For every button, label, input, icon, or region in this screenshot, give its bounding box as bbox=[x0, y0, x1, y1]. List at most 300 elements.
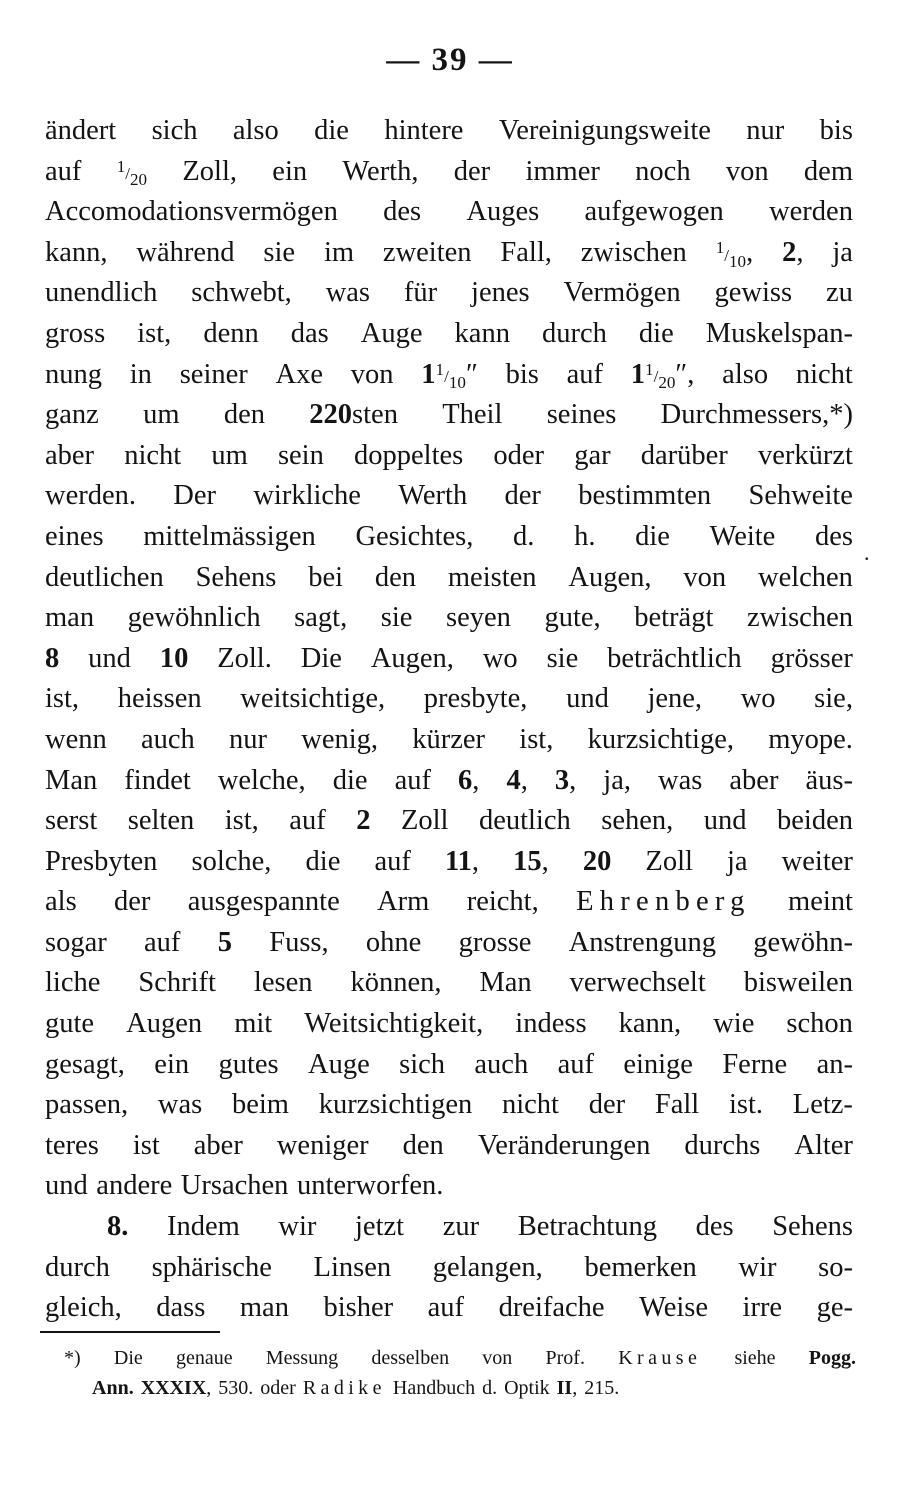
word: Zoll. bbox=[217, 642, 272, 674]
word: genaue bbox=[176, 1347, 233, 1369]
text-line bbox=[45, 1248, 853, 1289]
body-text bbox=[45, 111, 853, 1329]
word: gutes bbox=[218, 1048, 279, 1080]
word: wir bbox=[278, 1211, 317, 1243]
word: XXXIX, bbox=[140, 1377, 212, 1399]
word: $1^1/_{10}''$ bbox=[421, 358, 478, 393]
word: gewiss bbox=[714, 277, 793, 309]
word: findet bbox=[124, 764, 191, 796]
word: d. bbox=[513, 520, 535, 552]
word: Sehens bbox=[195, 561, 277, 593]
word: 11, bbox=[444, 845, 479, 877]
word: werden. bbox=[45, 480, 136, 512]
word: 2, bbox=[782, 236, 804, 268]
word: Handbuch bbox=[392, 1377, 476, 1399]
word: beträgt bbox=[634, 602, 714, 634]
word: dem bbox=[803, 155, 853, 187]
word: aber bbox=[729, 764, 779, 796]
word: beträchtlich bbox=[607, 642, 742, 674]
word: Man bbox=[479, 967, 532, 999]
text-line bbox=[45, 273, 853, 314]
word: eines bbox=[45, 520, 104, 552]
word: Sehens bbox=[772, 1211, 853, 1243]
word: durch bbox=[45, 1251, 110, 1283]
word: selten bbox=[127, 805, 195, 837]
word: teres bbox=[45, 1129, 99, 1161]
word: ein bbox=[154, 1048, 190, 1080]
word: ein bbox=[272, 155, 308, 187]
word: Linsen bbox=[313, 1251, 392, 1283]
word: unendlich bbox=[45, 277, 158, 309]
word: h. bbox=[574, 520, 596, 552]
word: weiter bbox=[781, 845, 853, 877]
word: auch bbox=[140, 723, 195, 755]
text-line bbox=[45, 1126, 853, 1167]
word: können, bbox=[350, 967, 442, 999]
word: gelangen, bbox=[432, 1251, 543, 1283]
word: $^1/_{10}$, bbox=[715, 236, 754, 271]
word: deutlich bbox=[478, 805, 571, 837]
word: lesen bbox=[253, 967, 313, 999]
footnote-line bbox=[64, 1343, 856, 1373]
word: äus- bbox=[805, 764, 853, 796]
text-line bbox=[45, 882, 853, 923]
word: ist, bbox=[137, 317, 172, 349]
word: sich bbox=[151, 115, 198, 146]
text-line bbox=[45, 395, 853, 436]
word: nicht bbox=[124, 439, 182, 471]
word: passen, bbox=[45, 1089, 129, 1121]
text-line bbox=[45, 314, 853, 355]
text-line bbox=[45, 436, 853, 477]
word: von bbox=[683, 561, 727, 593]
word: verwechselt bbox=[569, 967, 706, 999]
word: bisher bbox=[323, 1292, 394, 1324]
word: Weitsichtigkeit, bbox=[304, 1008, 484, 1040]
word bbox=[117, 152, 147, 193]
word: Optik bbox=[504, 1377, 550, 1399]
word: ist. bbox=[728, 1089, 764, 1121]
word: man bbox=[239, 1292, 289, 1324]
word: die bbox=[332, 764, 368, 796]
word: reicht, bbox=[466, 886, 539, 918]
word: ist, bbox=[519, 723, 554, 755]
word: weitsichtige, bbox=[240, 683, 386, 715]
word: meint bbox=[788, 886, 853, 918]
word: gross bbox=[45, 317, 106, 349]
word: wo bbox=[482, 642, 518, 674]
word: was bbox=[658, 764, 703, 796]
word: Muskelspan- bbox=[705, 317, 853, 349]
word: schwebt, bbox=[191, 277, 292, 309]
text-line bbox=[45, 558, 853, 599]
word: kann, bbox=[45, 236, 108, 268]
word: schon bbox=[786, 1008, 853, 1040]
word: ändert bbox=[45, 115, 117, 146]
word: welchen bbox=[757, 561, 853, 593]
word: die bbox=[635, 520, 670, 552]
word: Axe bbox=[275, 358, 324, 390]
word: seines bbox=[546, 399, 617, 431]
word: solche, bbox=[191, 845, 272, 877]
word: Die bbox=[300, 642, 342, 674]
text-line bbox=[45, 1207, 853, 1248]
word: 10 bbox=[159, 642, 189, 674]
footnotes bbox=[64, 1343, 856, 1403]
word: aber bbox=[193, 1129, 243, 1161]
word: immer bbox=[525, 155, 600, 187]
text-line bbox=[45, 1085, 853, 1126]
word: Presbyten bbox=[45, 845, 158, 877]
word: sogar bbox=[45, 926, 107, 958]
word: Augen, bbox=[370, 642, 454, 674]
word: zweiten bbox=[382, 236, 472, 268]
word: sich bbox=[399, 1048, 446, 1080]
word: $1^1/_{20}''$, bbox=[630, 358, 695, 393]
word: wir bbox=[738, 1251, 777, 1283]
word: gar bbox=[574, 439, 611, 471]
word: Zoll bbox=[400, 805, 449, 837]
word: verkürzt bbox=[757, 439, 853, 471]
word: ja bbox=[832, 236, 853, 268]
word: Prof. bbox=[545, 1347, 585, 1369]
footnote-rule bbox=[40, 1331, 220, 1333]
word: von bbox=[725, 155, 769, 187]
word: was bbox=[325, 277, 371, 309]
word: sehen, bbox=[601, 805, 674, 837]
word: darüber bbox=[640, 439, 728, 471]
word: als bbox=[45, 886, 77, 918]
text-line bbox=[45, 963, 853, 1004]
word: presbyte, bbox=[423, 683, 528, 715]
word: *) bbox=[64, 1347, 81, 1369]
word: II, bbox=[556, 1377, 578, 1399]
word: auf bbox=[394, 764, 431, 796]
word: zwischen bbox=[746, 602, 853, 634]
word: 6, bbox=[458, 764, 480, 796]
word: d. bbox=[482, 1377, 498, 1399]
word: 5 bbox=[217, 926, 232, 958]
word: Radike bbox=[302, 1377, 386, 1399]
word: den bbox=[223, 399, 265, 431]
text-line bbox=[45, 1004, 853, 1045]
word: 2 bbox=[356, 805, 371, 837]
stray-mark: . bbox=[864, 540, 870, 565]
word: für bbox=[403, 277, 438, 309]
text-line bbox=[45, 355, 853, 396]
word: aber bbox=[45, 439, 95, 471]
word: Vereinigungsweite bbox=[498, 115, 711, 146]
word: gleich, bbox=[45, 1292, 122, 1324]
text-line bbox=[45, 801, 853, 842]
word: Augen, bbox=[568, 561, 652, 593]
text-line bbox=[45, 152, 853, 193]
text-line bbox=[45, 517, 853, 558]
word: Ann. bbox=[92, 1377, 134, 1399]
word: kurzsichtige, bbox=[587, 723, 734, 755]
word: zu bbox=[826, 277, 853, 309]
word: kann, bbox=[618, 1008, 682, 1040]
word: jenes bbox=[471, 277, 530, 309]
word: welche, bbox=[217, 764, 306, 796]
page-number: — 39 — bbox=[386, 42, 514, 78]
word: Schrift bbox=[138, 967, 216, 999]
word: bestimmten bbox=[578, 480, 712, 512]
word: den bbox=[374, 561, 417, 593]
word: oder bbox=[493, 439, 545, 471]
word: durch bbox=[541, 317, 607, 349]
word: gute bbox=[45, 1008, 95, 1040]
word: Die bbox=[113, 1347, 143, 1369]
word: indess bbox=[515, 1008, 587, 1040]
word: gewöhnlich bbox=[127, 602, 261, 634]
word: Arm bbox=[377, 886, 430, 918]
word: dreifache bbox=[498, 1292, 605, 1324]
word: denn bbox=[203, 317, 259, 349]
word: Ferne bbox=[722, 1048, 788, 1080]
fraction: $^1/_{10}$ bbox=[715, 237, 747, 271]
text-line bbox=[45, 111, 853, 152]
word: auf bbox=[566, 358, 603, 390]
word: das bbox=[290, 317, 329, 349]
word: serst bbox=[45, 805, 98, 837]
word: um bbox=[143, 399, 180, 431]
word: nicht bbox=[501, 1089, 559, 1121]
word: wenn bbox=[45, 723, 107, 755]
word: Betrachtung bbox=[517, 1211, 657, 1243]
word: auf bbox=[374, 845, 411, 877]
word: also bbox=[232, 115, 279, 146]
word: Werth bbox=[398, 480, 468, 512]
word: man bbox=[45, 602, 95, 634]
word: seiner bbox=[179, 358, 248, 390]
word: auch bbox=[474, 1048, 529, 1080]
word: 530. bbox=[218, 1377, 254, 1399]
word: 8 bbox=[45, 642, 60, 674]
word: bis bbox=[819, 115, 853, 146]
word: mittelmässigen bbox=[143, 520, 316, 552]
word: ist, bbox=[45, 683, 80, 715]
word: Augen bbox=[126, 1008, 203, 1040]
word: grosse bbox=[458, 926, 532, 958]
word: und bbox=[703, 805, 747, 837]
word: werden bbox=[769, 196, 853, 228]
word: ge- bbox=[816, 1292, 853, 1324]
fraction: $^1/_{20}$ bbox=[116, 156, 148, 190]
word: auf bbox=[45, 155, 82, 187]
text-line bbox=[45, 639, 853, 680]
word: Accomodationsvermögen bbox=[45, 196, 338, 228]
word: aufgewogen bbox=[584, 196, 724, 228]
word: der bbox=[453, 155, 491, 187]
word: weniger bbox=[276, 1129, 369, 1161]
word: auf bbox=[144, 926, 181, 958]
word: andere bbox=[96, 1170, 173, 1202]
word: zwischen bbox=[580, 236, 687, 268]
word: Der bbox=[173, 480, 217, 512]
word: 4, bbox=[506, 764, 528, 796]
word: Letz- bbox=[792, 1089, 853, 1121]
word: nur bbox=[746, 115, 785, 146]
fraction: $^1/_{20}$ bbox=[645, 359, 676, 393]
word: im bbox=[323, 236, 355, 268]
word: liche bbox=[45, 967, 101, 999]
word: ja, bbox=[603, 764, 631, 796]
word: sagt, bbox=[294, 602, 348, 634]
word: Durchmessers,*) bbox=[660, 399, 853, 431]
word: ohne bbox=[365, 926, 422, 958]
word: unterworfen. bbox=[296, 1170, 444, 1202]
word: ist bbox=[132, 1129, 160, 1161]
word: die bbox=[305, 845, 341, 877]
word: Pogg. bbox=[808, 1347, 856, 1369]
fraction: $^1/_{10}$ bbox=[435, 359, 466, 393]
word: einige bbox=[623, 1048, 693, 1080]
text-line bbox=[45, 679, 853, 720]
word: des bbox=[815, 520, 853, 552]
word: ist, bbox=[224, 805, 259, 837]
word: heissen bbox=[117, 683, 202, 715]
word: Auge bbox=[360, 317, 423, 349]
word: auf bbox=[289, 805, 326, 837]
word: nur bbox=[229, 723, 268, 755]
word: ganz bbox=[45, 399, 99, 431]
word: und bbox=[88, 642, 131, 674]
word: gewöhn- bbox=[753, 926, 853, 958]
word: kürzer bbox=[412, 723, 486, 755]
word: sphärische bbox=[151, 1251, 272, 1283]
word: doppeltes bbox=[354, 439, 464, 471]
word: sie bbox=[263, 236, 296, 268]
word: nicht bbox=[795, 358, 853, 390]
word: bis bbox=[505, 358, 539, 390]
word: ja bbox=[727, 845, 748, 877]
word: was bbox=[157, 1089, 203, 1121]
word: sein bbox=[277, 439, 324, 471]
text-line bbox=[45, 1288, 853, 1329]
word: von bbox=[482, 1347, 513, 1369]
word: und bbox=[566, 683, 609, 715]
text-line bbox=[45, 842, 853, 883]
word: seyen bbox=[446, 602, 511, 634]
word: der bbox=[504, 480, 541, 512]
word: 8. bbox=[107, 1211, 129, 1243]
text-line bbox=[45, 233, 853, 274]
word: Ursachen bbox=[180, 1170, 289, 1202]
word: myope. bbox=[768, 723, 853, 755]
word: grösser bbox=[770, 642, 853, 674]
word: jene, bbox=[647, 683, 703, 715]
text-line bbox=[45, 720, 853, 761]
text-line bbox=[45, 761, 853, 802]
word: Werth, bbox=[342, 155, 419, 187]
word: Gesichtes, bbox=[355, 520, 474, 552]
word: bei bbox=[308, 561, 344, 593]
word: also bbox=[722, 358, 769, 390]
text-line bbox=[45, 923, 853, 964]
word: 15, bbox=[513, 845, 549, 877]
word: Theil bbox=[442, 399, 503, 431]
word: Ehrenberg bbox=[576, 886, 751, 918]
word: sie bbox=[380, 602, 413, 634]
word: mit bbox=[234, 1008, 273, 1040]
word: wenig, bbox=[301, 723, 379, 755]
text-line bbox=[45, 192, 853, 233]
word: Vermögen bbox=[563, 277, 681, 309]
word: kann bbox=[454, 317, 510, 349]
word: Fall, bbox=[500, 236, 552, 268]
word: Veränderungen bbox=[477, 1129, 651, 1161]
word: bisweilen bbox=[743, 967, 853, 999]
word: des bbox=[383, 196, 422, 228]
word: sie bbox=[546, 642, 579, 674]
word: ausgespannte bbox=[187, 886, 340, 918]
word: meisten bbox=[447, 561, 537, 593]
word: den bbox=[402, 1129, 444, 1161]
word: oder bbox=[260, 1377, 296, 1399]
word: gute, bbox=[544, 602, 601, 634]
word: Weise bbox=[639, 1292, 709, 1324]
word: 215. bbox=[584, 1377, 620, 1399]
word: Weite bbox=[709, 520, 776, 552]
word: deutlichen bbox=[45, 561, 164, 593]
word: der bbox=[114, 886, 151, 918]
word: Zoll, bbox=[182, 155, 237, 187]
word: 20 bbox=[582, 845, 612, 877]
word: Zoll bbox=[645, 845, 693, 877]
word: Auges bbox=[466, 196, 540, 228]
word: wo bbox=[740, 683, 776, 715]
word: Sehweite bbox=[748, 480, 853, 512]
word: Fuss, bbox=[269, 926, 329, 958]
word: jetzt bbox=[355, 1211, 405, 1243]
word: Indem bbox=[166, 1211, 240, 1243]
word: noch bbox=[635, 155, 691, 187]
word: beiden bbox=[777, 805, 853, 837]
word: siehe bbox=[734, 1347, 776, 1369]
footnote-line bbox=[64, 1373, 856, 1403]
word: hintere bbox=[384, 115, 464, 146]
word: 3, bbox=[554, 764, 577, 796]
word: durchs bbox=[684, 1129, 761, 1161]
word: Krause bbox=[618, 1347, 702, 1369]
text-line bbox=[45, 1045, 853, 1086]
word: die bbox=[314, 115, 349, 146]
word: zur bbox=[442, 1211, 480, 1243]
word: Man bbox=[45, 764, 98, 796]
word: irre bbox=[742, 1292, 783, 1324]
word: Messung bbox=[265, 1347, 339, 1369]
word: beim bbox=[231, 1089, 289, 1121]
word: auf bbox=[427, 1292, 465, 1324]
text-line bbox=[45, 598, 853, 639]
word: auf bbox=[557, 1048, 594, 1080]
word: gesagt, bbox=[45, 1048, 125, 1080]
word: wie bbox=[713, 1008, 755, 1040]
word: in bbox=[129, 358, 152, 390]
word: Auge bbox=[308, 1048, 370, 1080]
word: die bbox=[638, 317, 674, 349]
word: und bbox=[45, 1170, 88, 1202]
text-line bbox=[45, 476, 853, 517]
word: Fall bbox=[654, 1089, 700, 1121]
word: von bbox=[350, 358, 394, 390]
word: 220sten bbox=[309, 399, 398, 431]
word: so- bbox=[818, 1251, 853, 1283]
word: Alter bbox=[794, 1129, 853, 1161]
word: bemerken bbox=[584, 1251, 697, 1283]
word: desselben bbox=[371, 1347, 450, 1369]
